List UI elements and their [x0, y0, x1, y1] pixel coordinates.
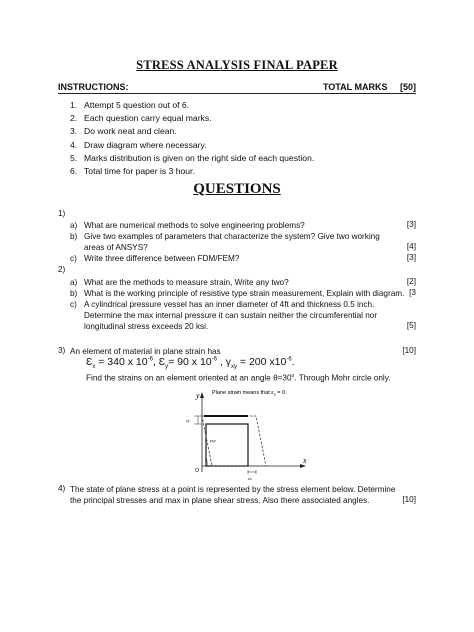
q2c-mark: [5]	[406, 321, 416, 330]
q1c: c) Write three difference between FDM/FEM?	[70, 254, 240, 263]
instruction-list	[70, 99, 314, 178]
q3-text: An element of material in plane strain has	[70, 347, 221, 356]
q1-number: 1)	[58, 209, 66, 218]
total-marks	[313, 82, 416, 92]
q1c-mark: [3]	[406, 253, 416, 262]
list-item: 6. Total time for paper is 3 hour.	[70, 166, 195, 177]
q2b: b) What is the working principle of resistive type strain measurement, Explain with diagram.	[70, 289, 405, 298]
q4-number: 4)	[58, 484, 66, 493]
paper-title: STRESS ANALYSIS FINAL PAPER	[136, 58, 338, 72]
instructions-header	[58, 82, 416, 94]
q4-text: The state of plane stress at a point is represented by the stress element below. Determine the principal stresses and max in plane shear stress. Also there associated angles.	[70, 485, 396, 505]
q1a: a) What are numerical methods to solve engineering problems?	[70, 221, 305, 230]
y-label: y	[196, 391, 200, 400]
plane-strain-diagram	[180, 386, 320, 484]
instructions-label: INSTRUCTIONS:	[58, 82, 129, 92]
original-element	[206, 424, 248, 466]
strain-equation: $Ɛ_x = 340$ x $10^{-6}$, $Ɛ_y= 90$ x $10^{-6}$ , $\gamma_{xy} = 200$ $x10^{-6}$.	[86, 356, 295, 371]
q2c: c) A cylindrical pressure vessel has an inner diameter of 4ft and thickness 0.5 inch. Determine the max internal pressure it can sustain neither the circumferential nor longitudinal stress exceeds 20 ksi.	[70, 300, 378, 331]
q1b: b) Give two examples of parameters that characterize the system? Give two working areas of ANSYS?	[70, 232, 380, 252]
ex-label: εx	[248, 476, 252, 481]
q4-mark: [10]	[402, 495, 416, 504]
questions-heading: QUESTIONS	[193, 181, 281, 197]
gamma-label: γxy	[210, 438, 216, 443]
q3-mark: [10]	[402, 346, 416, 355]
ey-label: εy	[186, 418, 190, 423]
total-marks-label: TOTAL MARKS	[322, 82, 388, 92]
list-item: 1. Attempt 5 question out of 6.	[70, 100, 190, 110]
list-item: 5. Marks distribution is given on the right side of each question.	[70, 152, 315, 163]
list-item: 2. Each question carry equal marks.	[70, 113, 212, 124]
q1a-mark: [3]	[406, 220, 416, 229]
q3-find: Find the strains on an element oriented at an angle $\theta=30^o$. Through Mohr circle only.	[86, 373, 391, 383]
plane-strain-note: Plane strain means that $\varepsilon_z = 0$.	[212, 390, 287, 397]
q2b-mark: [3	[409, 288, 416, 297]
q2a: a) What are the methods to measure strain, Write any two?	[70, 278, 289, 287]
y-arrow-icon	[200, 392, 204, 398]
total-marks-value: [50]	[399, 82, 416, 92]
list-item: 3. Do work neat and clean.	[70, 126, 177, 137]
q3-number: 3)	[58, 346, 66, 355]
origin-label: O	[195, 468, 199, 474]
x-label: x	[303, 456, 307, 465]
q2a-mark: [2]	[406, 277, 416, 286]
list-item: 4. Draw diagram where necessary.	[70, 139, 207, 150]
q1b-mark: [4]	[406, 242, 416, 251]
q2-number: 2)	[58, 265, 66, 274]
